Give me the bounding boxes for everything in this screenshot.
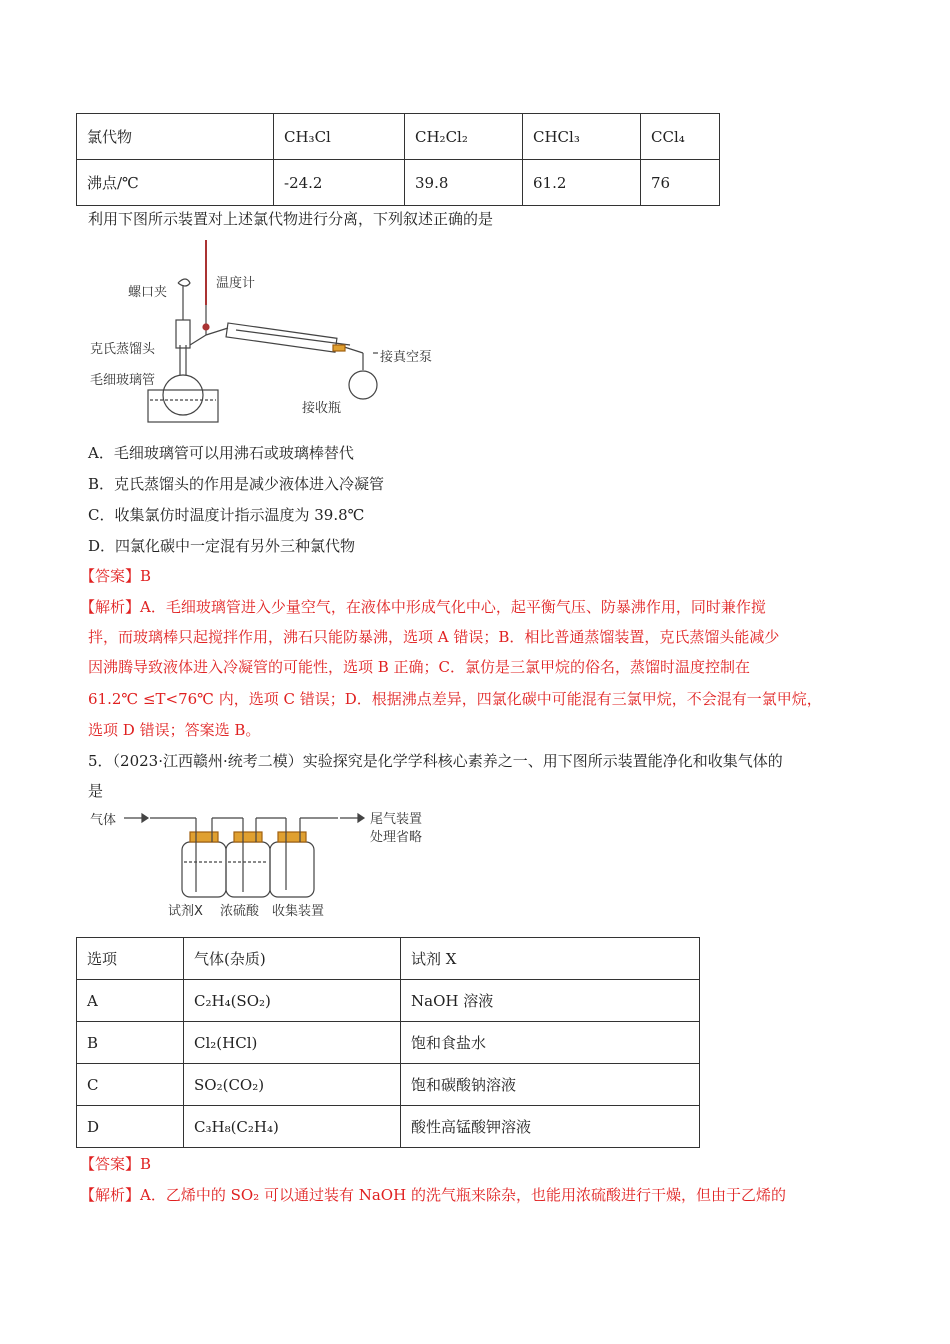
answer: 【答案】B	[80, 567, 152, 585]
receiver-label: 接收瓶	[302, 401, 342, 416]
table-cell: 39.8	[405, 160, 523, 206]
tail-gas-label: 尾气装置	[370, 812, 423, 827]
tail-gas-label-2: 处理省略	[370, 830, 423, 845]
analysis-line: 61.2℃ ≤T<76℃ 内，选项 C 错误；D．根据沸点差异，四氯化碳中可能混有三氯甲烷，不会混有一氯甲烷，	[88, 690, 822, 708]
table-cell: 饱和食盐水	[401, 1022, 700, 1064]
table-cell: 饱和碳酸钠溶液	[401, 1064, 700, 1106]
table-cell: Cl₂(HCl)	[184, 1022, 401, 1064]
distillation-figure	[88, 235, 448, 425]
analysis-line: 【解析】A．毛细玻璃管进入少量空气，在液体中形成气化中心，起平衡气压、防暴沸作用，同时兼作搅	[80, 598, 766, 616]
vacuum-label: 接真空泵	[380, 350, 433, 365]
capillary-label: 毛细玻璃管	[90, 373, 156, 388]
table-cell: 氯代物	[77, 114, 274, 160]
table-cell: NaOH 溶液	[401, 980, 700, 1022]
options-table	[76, 937, 700, 1148]
table-cell: -24.2	[274, 160, 405, 206]
table-cell: 76	[641, 160, 720, 206]
table-cell: A	[77, 980, 184, 1022]
table-cell: 沸点/℃	[77, 160, 274, 206]
claisen-label: 克氏蒸馏头	[90, 342, 156, 357]
option-a: A．毛细玻璃管可以用沸石或玻璃棒替代	[88, 444, 354, 462]
table-row	[77, 1106, 700, 1148]
table-cell: SO₂(CO₂)	[184, 1064, 401, 1106]
option-b: B．克氏蒸馏头的作用是减少液体进入冷凝管	[88, 475, 385, 493]
clamp-label: 螺口夹	[128, 285, 168, 300]
reagent-x-label: 试剂X	[168, 904, 203, 919]
table-cell: C	[77, 1064, 184, 1106]
answer-5: 【答案】B	[80, 1155, 152, 1173]
table-cell: 选项	[77, 938, 184, 980]
table-cell: 气体(杂质)	[184, 938, 401, 980]
table-cell: CH₂Cl₂	[405, 114, 523, 160]
table-cell: B	[77, 1022, 184, 1064]
table-cell: 酸性高锰酸钾溶液	[401, 1106, 700, 1148]
table-cell: C₂H₄(SO₂)	[184, 980, 401, 1022]
option-c: C．收集氯仿时温度计指示温度为 39.8℃	[88, 506, 365, 524]
table-cell: C₃H₈(C₂H₄)	[184, 1106, 401, 1148]
gas-bottles-figure	[88, 802, 448, 922]
table-row	[77, 1022, 700, 1064]
table-cell: 试剂 X	[401, 938, 700, 980]
table-cell: CH₃Cl	[274, 114, 405, 160]
table-cell: D	[77, 1106, 184, 1148]
table-cell: CCl₄	[641, 114, 720, 160]
analysis-line: 因沸腾导致液体进入冷凝管的可能性，选项 B 正确；C．氯仿是三氯甲烷的俗名，蒸馏时温度控制在	[88, 658, 751, 676]
analysis-5: 【解析】A．乙烯中的 SO₂ 可以通过装有 NaOH 的洗气瓶来除杂，也能用浓硫酸进行干燥，但由于乙烯的	[80, 1186, 786, 1204]
question-5-stem-cont: 是	[88, 782, 104, 800]
collection-label: 收集装置	[272, 904, 325, 919]
analysis-line: 拌，而玻璃棒只起搅拌作用，沸石只能防暴沸，选项 A 错误；B．相比普通蒸馏装置，克氏蒸馏头能减少	[88, 628, 780, 646]
boiling-point-table	[76, 113, 720, 206]
thermometer-label: 温度计	[216, 276, 256, 291]
table-cell: CHCl₃	[523, 114, 641, 160]
table-row	[77, 980, 700, 1022]
table-cell: 61.2	[523, 160, 641, 206]
table-row	[77, 1064, 700, 1106]
question-stem: 利用下图所示装置对上述氯代物进行分离，下列叙述正确的是	[88, 210, 494, 228]
option-d: D．四氯化碳中一定混有另外三种氯代物	[88, 537, 356, 555]
sulfuric-acid-label: 浓硫酸	[220, 904, 260, 919]
distillation-apparatus-drawing	[88, 235, 448, 425]
question-5-stem: 5．（2023·江西赣州·统考二模）实验探究是化学学科核心素养之一、用下图所示装置能净化和收集气体的	[88, 752, 783, 770]
analysis-line: 选项 D 错误；答案选 B。	[88, 721, 261, 739]
gas-label: 气体	[90, 813, 117, 828]
